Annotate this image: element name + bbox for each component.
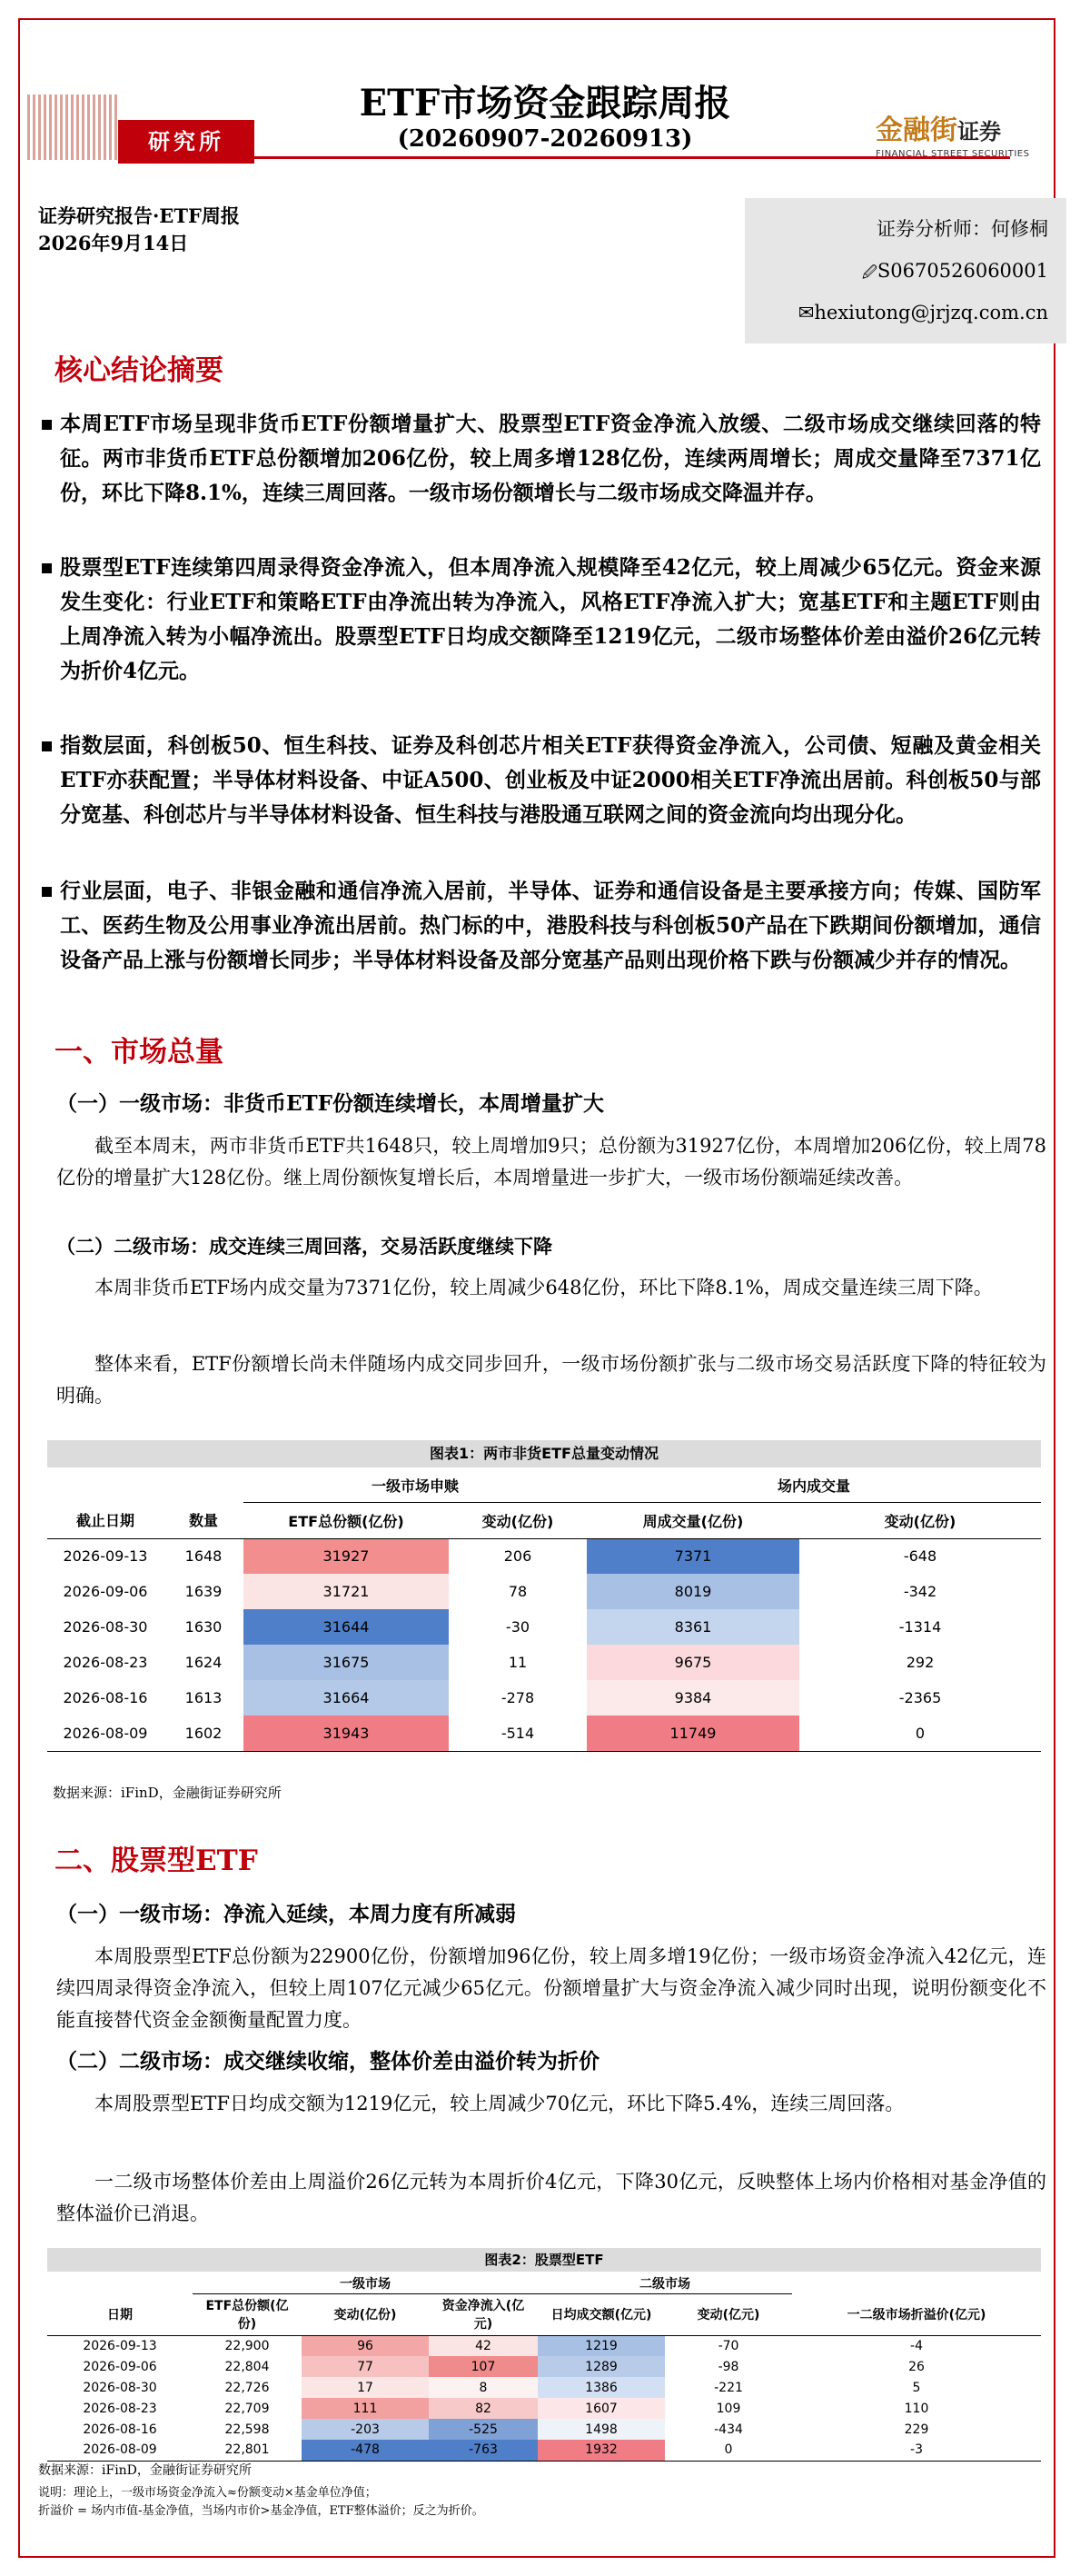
section2-p2: 本周股票型ETF日均成交额为1219亿元，较上周减少70亿元，环比下降5.4%，连续三周回落。 [94, 2093, 905, 2114]
table1 [47, 1469, 1041, 1752]
table1-cell: 2026-09-13 [63, 1547, 148, 1566]
table2-cell: 2026-08-30 [83, 2380, 157, 2395]
table2-cell: -3 [910, 2442, 923, 2458]
bullet-marker [42, 887, 52, 897]
report-title: ETF市场资金跟踪周报 [359, 82, 731, 124]
table1-cell: 31644 [243, 1609, 449, 1645]
table-row [47, 1680, 1041, 1716]
table1-cell: 31943 [243, 1716, 449, 1751]
table2-cell: 109 [716, 2401, 741, 2416]
table2-cell: -98 [718, 2359, 739, 2374]
table2-cell: 1386 [538, 2377, 665, 2398]
analyst-cert [862, 260, 1048, 287]
summary-bullet-3 [60, 729, 1041, 832]
table2-cell: 22,804 [224, 2359, 270, 2374]
table1-cell: 0 [915, 1724, 926, 1742]
table2-title: 图表2：股票型ETF [47, 2248, 1041, 2272]
table-row [47, 2356, 1041, 2377]
table-row [47, 2398, 1041, 2419]
table1-cell: 2026-08-23 [63, 1654, 148, 1671]
table1-cell: 1630 [184, 1618, 223, 1636]
table2-cell: 8 [429, 2377, 538, 2398]
table2-cell: 77 [302, 2356, 429, 2377]
table1-cell: -2365 [898, 1689, 942, 1706]
table2-cell: 1289 [538, 2356, 665, 2377]
table2-cell: 229 [904, 2422, 929, 2437]
table1-header-cell: 变动(亿份) [481, 1512, 554, 1530]
table2-cell: 22,709 [224, 2401, 270, 2416]
bullet-text: 股票型ETF连续第四周录得资金净流入，但本周净流入规模降至42亿元，较上周减少65亿元。资金来源发生变化：行业ETF和策略ETF由净流出转为净流入，风格ETF净流入扩大；宽基ETF和主题ETF则由上周净流入转为小幅净流出。股票型ETF日均成交额降至1219亿元，二级市场整体价差由溢价26亿元转为折价4亿元。 [60, 555, 1041, 683]
table1-cell: 8361 [587, 1609, 799, 1645]
table1-group2: 场内成交量 [587, 1469, 1041, 1502]
report-type: 证券研究报告·ETF周报 [38, 204, 240, 227]
table-row [47, 2419, 1041, 2440]
table1-cell: 1613 [184, 1689, 223, 1706]
table1-header-cell: 变动(亿份) [884, 1512, 956, 1530]
table1-cell: -514 [500, 1724, 535, 1742]
table-row [47, 2335, 1041, 2356]
email-text: hexiutong@jrjzq.com.cn [814, 302, 1048, 323]
table2-cell: 22,801 [224, 2442, 270, 2458]
table1-cell: 292 [906, 1654, 935, 1671]
table1-cell: 31664 [243, 1680, 449, 1716]
table1-group1: 一级市场申赎 [243, 1469, 587, 1502]
table1-cell: 2026-09-06 [63, 1583, 148, 1600]
table1-cell: -278 [500, 1689, 535, 1706]
table2-cell: 42 [429, 2335, 538, 2356]
table2-cell: 22,726 [224, 2380, 270, 2395]
table1-cell: 2026-08-09 [63, 1724, 148, 1742]
table2-header-cell: 日均成交额(亿元) [550, 2308, 652, 2322]
table1-cell: -1314 [898, 1618, 942, 1636]
research-badge: 研究所 [118, 120, 254, 164]
table2-note2: 折溢价 = 场内市值-基金净值，当场内市价>基金净值，ETF整体溢价；反之为折价。 [38, 2504, 484, 2518]
table1-cell: 8019 [587, 1574, 799, 1609]
summary-bullet-1 [60, 407, 1041, 511]
table2-header-cell: 变动(亿份) [333, 2308, 397, 2322]
bullet-text: 行业层面，电子、非银金融和通信净流入居前，半导体、证券和通信设备是主要承接方向；传媒、国防军工、医药生物及公用事业净流出居前。热门标的中，港股科技与科创板50产品在下跌期间份额增加，通信设备产品上涨与份额增长同步；半导体材料设备及部分宽基产品则出现价格下跌与份额减少并存的情况。 [60, 879, 1041, 972]
table2-cell: 1607 [538, 2398, 665, 2419]
table2-header-cell: 变动(亿元) [697, 2308, 760, 2322]
section1-sub2: （二）二级市场：成交连续三周回落，交易活跃度继续下降 [56, 1235, 552, 1258]
section1-p2: 本周非货币ETF场内成交量为7371亿份，较上周减少648亿份，环比下降8.1%，周成交量连续三周下降。 [94, 1277, 993, 1298]
table1-cell: 2026-08-30 [63, 1618, 148, 1636]
table2-cell: 2026-08-16 [83, 2422, 157, 2437]
table1-cell: 206 [503, 1547, 532, 1566]
section2-p3: 一二级市场整体价差由上周溢价26亿元转为本周折价4亿元，下降30亿元，反映整体上场内价格相对基金净值的整体溢价已消退。 [56, 2171, 1046, 2224]
table1-cell: 11749 [587, 1716, 799, 1751]
table1-cell: 1639 [184, 1583, 223, 1600]
table1-cell: 2026-08-16 [63, 1689, 148, 1706]
table2-note1: 说明：理论上，一级市场资金净流入≈份额变动×基金单位净值； [38, 2486, 377, 2500]
mail-icon: ✉ [798, 302, 815, 323]
table2-cell: 5 [912, 2380, 921, 2395]
table1-cell: 31927 [243, 1538, 449, 1574]
table2-cell: 2026-08-23 [83, 2401, 157, 2416]
cert-number: S0670526060001 [877, 260, 1048, 282]
table-row [47, 1574, 1041, 1609]
table2-cell: 96 [302, 2335, 429, 2356]
analyst-name: 证券分析师：何修桐 [877, 218, 1048, 240]
table-row [47, 1609, 1041, 1645]
table2-cell: 1498 [538, 2419, 665, 2440]
table1-source: 数据来源：iFinD，金融街证券研究所 [53, 1785, 282, 1801]
table2-cell: 110 [904, 2401, 929, 2416]
section2-heading: 二、股票型ETF [54, 1845, 258, 1877]
table1-header-cell: 周成交量(亿份) [642, 1512, 744, 1530]
section2-sub1: （一）一级市场：净流入延续，本周力度有所减弱 [56, 1902, 516, 1926]
summary-bullet-4 [60, 874, 1041, 978]
bullet-text: 本周ETF市场呈现非货币ETF份额增量扩大、股票型ETF资金净流入放缓、二级市场成交继续回落的特征。两市非货币ETF总份额增加206亿份，较上周多增128亿份，连续两周增长；周成交量降至7371亿份，环比下降8.1%，连续三周回落。一级市场份额增长与二级市场成交降温并存。 [60, 412, 1041, 505]
table2-cell: -70 [718, 2338, 739, 2353]
table1-title: 图表1：两市非货ETF总量变动情况 [47, 1440, 1041, 1467]
section1-heading: 一、市场总量 [54, 1036, 223, 1069]
section1-p3: 整体来看，ETF份额增长尚未伴随场内成交同步回升，一级市场份额扩张与二级市场交易活跃度下降的特征较为明确。 [56, 1353, 1046, 1407]
table2-cell: -221 [714, 2380, 743, 2395]
table2-cell: 2026-09-06 [83, 2359, 157, 2374]
table1-cell: -30 [505, 1618, 530, 1636]
table1-header-cell: ETF总份额(亿份) [288, 1512, 404, 1530]
table2-cell: -434 [714, 2422, 743, 2437]
table2-header-cell: ETF总份额(亿份) [205, 2299, 289, 2332]
bullet-marker [42, 741, 52, 751]
table2-cell: -4 [910, 2338, 923, 2353]
table1-cell: 9675 [587, 1645, 799, 1680]
table2-cell: -203 [302, 2419, 429, 2440]
table2-cell: 17 [302, 2377, 429, 2398]
table2-group1: 一级市场 [193, 2273, 538, 2293]
table-row [47, 2440, 1041, 2461]
bullet-marker [42, 563, 52, 573]
section1-sub1: （一）一级市场：非货币ETF份额连续增长，本周增量扩大 [56, 1091, 604, 1116]
bullet-marker [42, 420, 52, 430]
table2-cell: 107 [429, 2356, 538, 2377]
table2-cell: 22,598 [224, 2422, 270, 2437]
table2-cell: 1932 [538, 2440, 665, 2461]
report-date: 2026年9月14日 [38, 232, 189, 254]
summary-heading: 核心结论摘要 [54, 354, 223, 387]
table2-header-cell: 日期 [107, 2307, 133, 2322]
table1-header-cell: 截止日期 [75, 1512, 134, 1530]
table1-cell: 7371 [587, 1538, 799, 1574]
section2-p1: 本周股票型ETF总份额为22900亿份，份额增加96亿份，较上周多增19亿份；一级市场资金净流入42亿元，连续四周录得资金净流入，但较上周107亿元减少65亿元。份额增量扩大与资金净流入减少同时出现，说明份额变化不能直接替代资金金额衡量配置力度。 [56, 1945, 1046, 2031]
table2-header-cell: 资金净流入(亿元) [441, 2299, 525, 2332]
table1-cell: 78 [508, 1583, 528, 1600]
table2-cell: -763 [429, 2440, 538, 2461]
table2-cell: 82 [429, 2398, 538, 2419]
table2 [47, 2273, 1041, 2462]
logo-cn: 金融街 [876, 114, 957, 146]
table-row [47, 1645, 1041, 1680]
logo-en: FINANCIAL STREET SECURITIES [876, 149, 1030, 159]
table1-cell: 31721 [243, 1574, 449, 1609]
table2-group2: 二级市场 [538, 2273, 792, 2293]
table2-cell: -478 [302, 2440, 429, 2461]
table2-cell: 2026-09-13 [83, 2338, 157, 2353]
analyst-email[interactable] [798, 302, 1048, 323]
company-logo [876, 107, 1066, 165]
table-row [47, 1716, 1041, 1751]
table1-cell: 1624 [184, 1654, 223, 1671]
cert-icon: 🖉 [861, 264, 877, 281]
table1-cell: 11 [508, 1654, 528, 1671]
bullet-text: 指数层面，科创板50、恒生科技、证券及科创芯片相关ETF获得资金净流入，公司债、短融及黄金相关ETF亦获配置；半导体材料设备、中证A500、创业板及中证2000相关ETF净流出居前。科创板50与部分宽基、科创芯片与半导体材料设备、恒生科技与港股通互联网之间的资金流向均出现分化。 [60, 733, 1041, 827]
table1-cell: -342 [903, 1583, 937, 1600]
analyst-box [745, 198, 1066, 343]
table1-cell: 1648 [184, 1547, 223, 1566]
table2-cell: 2026-08-09 [83, 2442, 157, 2458]
table2-cell: 26 [908, 2359, 925, 2374]
table1-header-cell: 数量 [188, 1512, 218, 1530]
table2-source: 数据来源：iFinD，金融街证券研究所 [38, 2463, 252, 2478]
table-row [47, 1538, 1041, 1574]
summary-bullet-2 [60, 551, 1041, 689]
table1-cell: 1602 [184, 1724, 223, 1742]
table1-cell: 31675 [243, 1645, 449, 1680]
table2-cell: 111 [302, 2398, 429, 2419]
logo-suffix: 证券 [957, 119, 1001, 144]
table2-cell: 22,900 [224, 2338, 270, 2353]
section2-sub2: （二）二级市场：成交继续收缩，整体价差由溢价转为折价 [56, 2049, 600, 2074]
table-row [47, 2377, 1041, 2398]
table2-cell: -525 [429, 2419, 538, 2440]
table2-cell: 1219 [538, 2335, 665, 2356]
table1-cell: 9384 [587, 1680, 799, 1716]
table2-cell: 0 [724, 2442, 733, 2458]
table1-blank [47, 1469, 164, 1502]
table1-cell: -648 [903, 1547, 937, 1566]
report-period: (20260907-20260913) [397, 125, 693, 153]
section1-p1: 截至本周末，两市非货币ETF共1648只，较上周增加9只；总份额为31927亿份，本周增加206亿份，较上周78亿份的增量扩大128亿份。继上周份额恢复增长后，本周增量进一步扩大，一级市场份额端延续改善。 [56, 1135, 1046, 1189]
table2-header-cell: 一二级市场折溢价(亿元) [847, 2307, 986, 2322]
